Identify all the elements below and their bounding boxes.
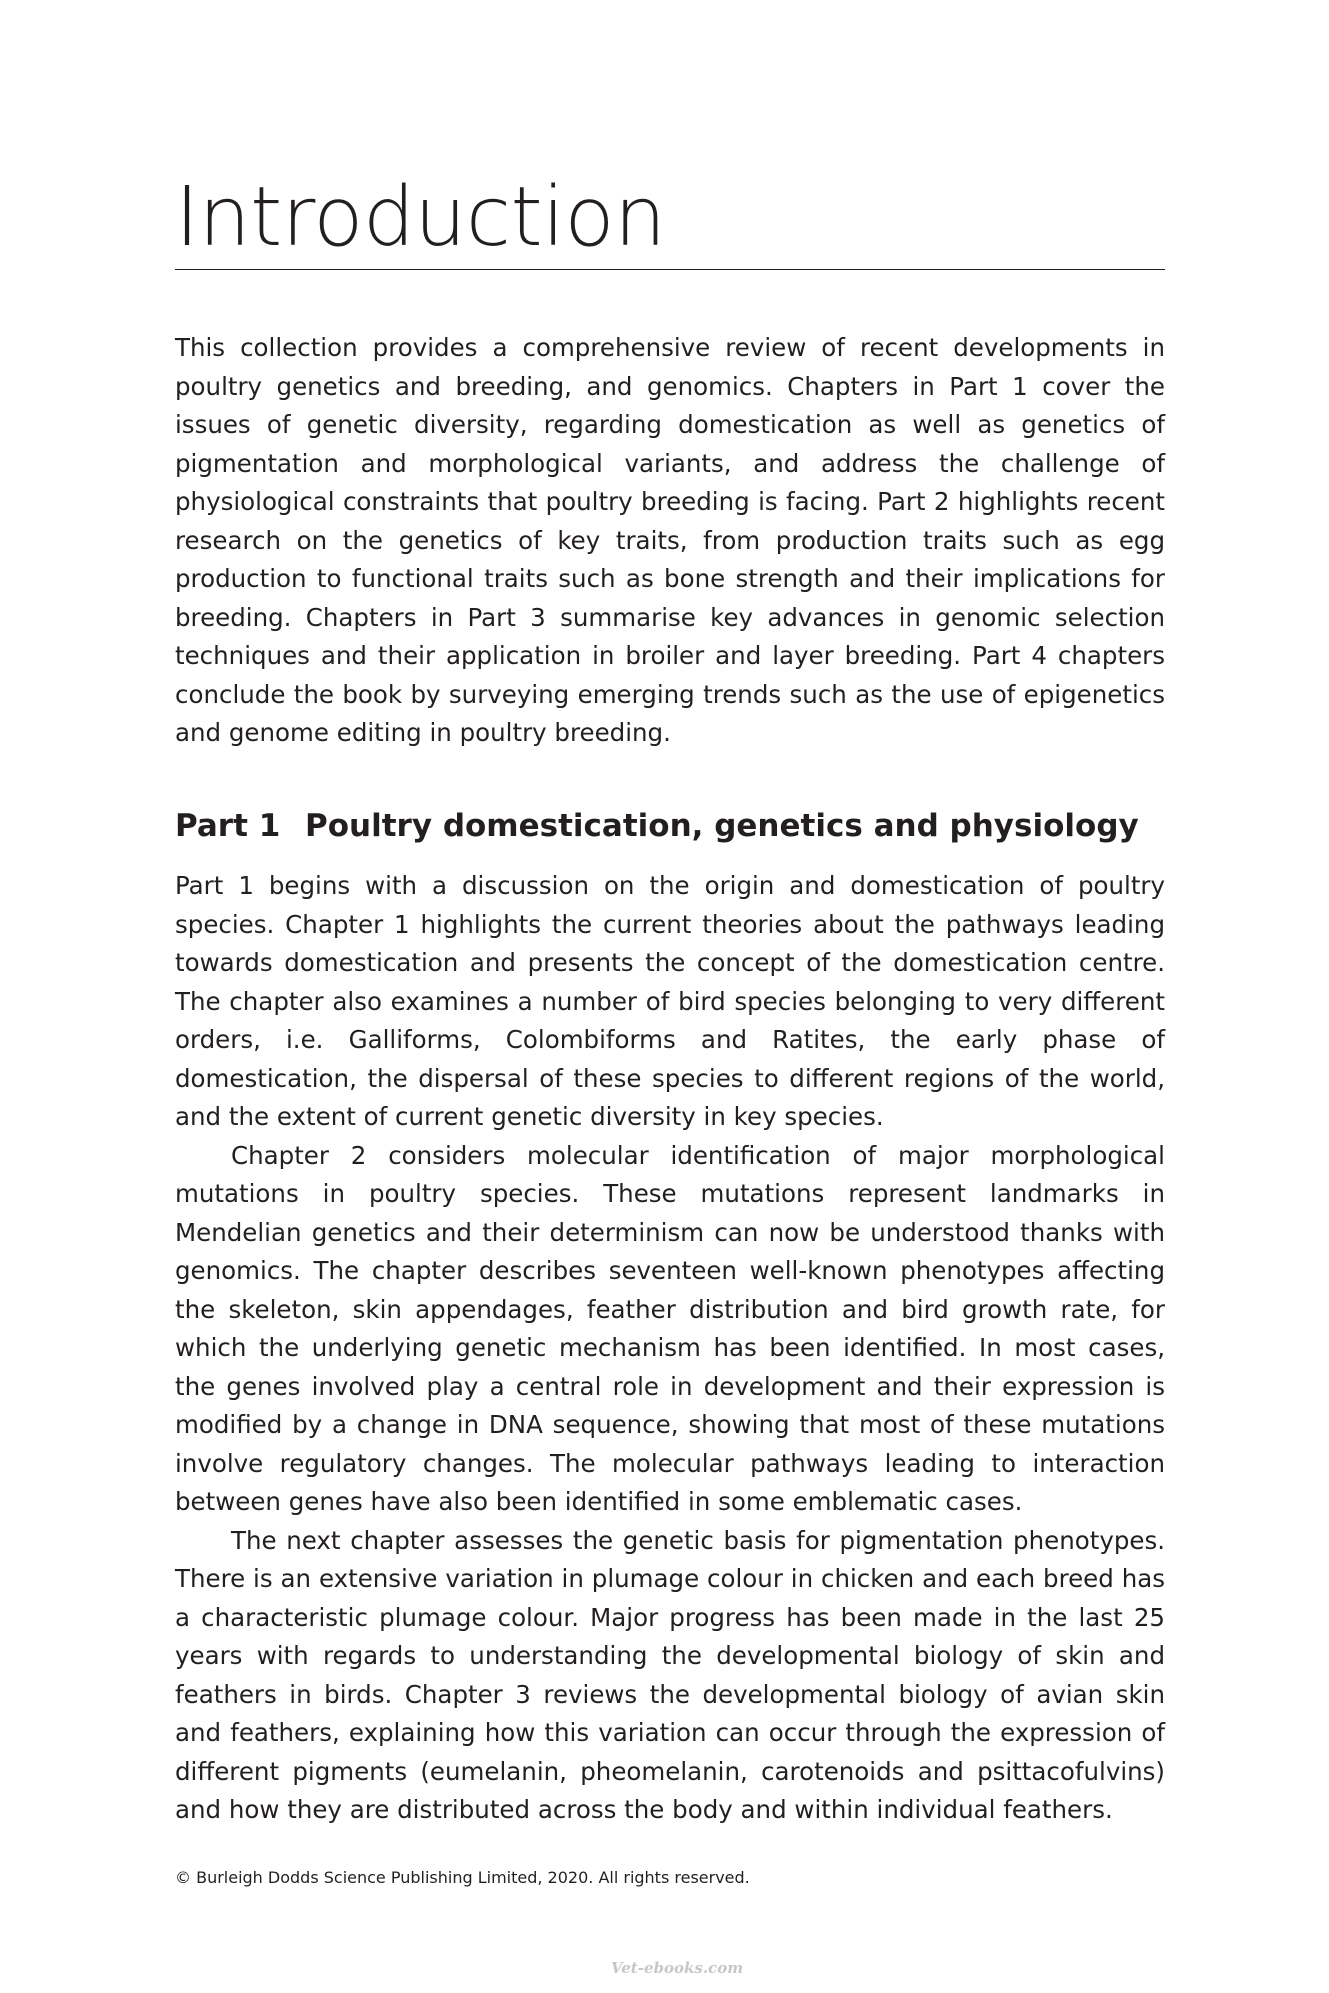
chapter-title: Introduction: [175, 170, 666, 265]
section-number: Part 1: [175, 808, 281, 844]
section-title: Poultry domestication, genetics and physiology: [305, 808, 1139, 844]
document-page: [175, 0, 1165, 1993]
body-paragraph: Chapter 2 considers molecular identification of major morphological mutations in poultry species. These mutations represent landmarks in Mendelian genetics and their determinism can now be understood thanks with genomics. The chapter describes seventeen well-known phenotypes affecting the skeleton, skin appendages, feather distribution and bird growth rate, for which the underlying genetic mechanism has been identified. In most cases, the genes involved play a central role in development and their expression is modified by a change in DNA sequence, showing that most of these mutations involve regulatory changes. The molecular pathways leading to interaction between genes have also been identified in some emblematic cases.: [175, 1140, 1165, 1516]
body-paragraph: The next chapter assesses the genetic basis for pigmentation phenotypes. There is an extensive variation in plumage colour in chicken and each breed has a characteristic plumage colour. Major progress has been made in the last 25 years with regards to understanding the developmental biology of skin and feathers in birds. Chapter 3 reviews the developmental biology of avian skin and feathers, explaining how this variation can occur through the expression of different pigments (eumelanin, pheomelanin, carotenoids and psittacofulvins) and how they are distributed across the body and within individual feathers.: [175, 1525, 1165, 1824]
intro-paragraph: This collection provides a comprehensive review of recent developments in poultry genetics and breeding, and genomics. Chapters in Part 1 cover the issues of genetic diversity, regarding domestication as well as genetics of pigmentation and morphological variants, and address the challenge of physiological constraints that poultry breeding is facing. Part 2 highlights recent research on the genetics of key traits, from production traits such as egg production to functional traits such as bone strength and their implications for breeding. Chapters in Part 3 summarise key advances in genomic selection techniques and their application in broiler and layer breeding. Part 4 chapters conclude the book by surveying emerging trends such as the use of epigenetics and genome editing in poultry breeding.: [175, 333, 1165, 747]
section-heading-part-1: [175, 803, 1139, 849]
watermark: Vet-ebooks.com: [611, 1959, 744, 1977]
intro-section: [175, 329, 1165, 753]
title-divider: [175, 269, 1165, 270]
body-paragraph: Part 1 begins with a discussion on the origin and domestication of poultry species. Chapter 1 highlights the current theories about the pathways leading towards domestication and presents the concept of the domestication centre. The chapter also examines a number of bird species belonging to very different orders, i.e. Galliforms, Colombiforms and Ratites, the early phase of domestication, the dispersal of these species to different regions of the world, and the extent of current genetic diversity in key species.: [175, 871, 1165, 1131]
part-1-body: [175, 867, 1165, 1830]
copyright-notice: © Burleigh Dodds Science Publishing Limited, 2020. All rights reserved.: [175, 1868, 750, 1887]
